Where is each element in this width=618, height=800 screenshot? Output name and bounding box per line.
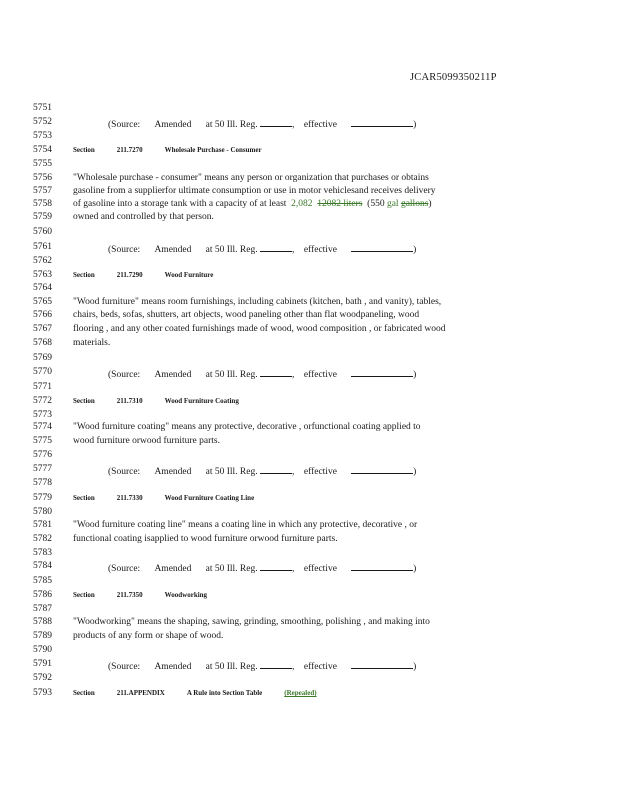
line-number: 5787 [33, 604, 52, 614]
source-note: (Source: Amended at 50 Ill. Reg. , effective ) [108, 561, 416, 575]
definition-line: "Wood furniture" means room furnishings, including cabinets (kitchen, bath , and vanity), tables, [73, 297, 442, 307]
source-note: (Source: Amended at 50 Ill. Reg. , effective ) [108, 117, 416, 131]
definition-line: flooring , and any other coated furnishings made of wood, wood composition , or fabricated wood [73, 324, 446, 334]
line-number: 5773 [33, 410, 52, 420]
section-heading: Section 211.7330 Wood Furniture Coating Line [73, 494, 255, 502]
line-number: 5788 [33, 617, 52, 627]
line-number: 5781 [33, 520, 52, 530]
line-number: 5766 [33, 310, 52, 320]
line-number: 5761 [33, 242, 52, 252]
line-number: 5758 [33, 199, 52, 209]
section-heading: Section 211.7270 Wholesale Purchase - Consumer [73, 146, 262, 154]
line-number: 5759 [33, 212, 52, 222]
line-number: 5768 [33, 338, 52, 348]
line-number: 5753 [33, 131, 52, 141]
definition-line: functional coating isapplied to wood furniture orwood furniture parts. [73, 534, 338, 544]
definition-line: "Wood furniture coating" means any protective, decorative , orfunctional coating applied to [73, 422, 421, 432]
source-note: (Source: Amended at 50 Ill. Reg. , effective ) [108, 367, 416, 381]
line-number: 5782 [33, 534, 52, 544]
definition-line: of gasoline into a storage tank with a capacity of at least 2,082 12082 liters (550 gal gallons) [73, 199, 432, 209]
line-number: 5792 [33, 673, 52, 683]
line-number: 5778 [33, 478, 52, 488]
definition-line: materials. [73, 338, 111, 348]
line-number: 5755 [33, 159, 52, 169]
definition-line: "Woodworking" means the shaping, sawing, grinding, smoothing, polishing , and making into [73, 617, 430, 627]
source-note: (Source: Amended at 50 Ill. Reg. , effective ) [108, 242, 416, 256]
inserted-text: gal [386, 199, 399, 209]
line-number: 5771 [33, 382, 52, 392]
definition-line: gasoline from a supplierfor ultimate consumption or use in motor vehiclesand receives delivery [73, 186, 436, 196]
line-number: 5763 [33, 270, 52, 280]
definition-line: "Wholesale purchase - consumer" means any person or organization that purchases or obtains [73, 173, 429, 183]
line-number: 5772 [33, 396, 52, 406]
line-number: 5769 [33, 353, 52, 363]
deleted-text: 12082 liters [317, 199, 363, 209]
document-id: JCAR5099350211P [410, 72, 497, 83]
repealed-label: (Repealed) [284, 689, 317, 697]
section-heading: Section 211.7310 Wood Furniture Coating [73, 397, 239, 405]
line-number: 5752 [33, 117, 52, 127]
line-number: 5754 [33, 145, 52, 155]
definition-line: wood furniture orwood furniture parts. [73, 436, 220, 446]
line-number: 5780 [33, 507, 52, 517]
line-number: 5764 [33, 283, 52, 293]
line-number: 5785 [33, 576, 52, 586]
line-number: 5790 [33, 645, 52, 655]
deleted-text: gallons [400, 199, 429, 209]
line-number: 5789 [33, 631, 52, 641]
definition-line: products of any form or shape of wood. [73, 631, 224, 641]
line-number: 5760 [33, 227, 52, 237]
line-number: 5777 [33, 464, 52, 474]
line-number: 5774 [33, 422, 52, 432]
line-number: 5762 [33, 256, 52, 266]
line-number: 5751 [33, 103, 52, 113]
definition-line: chairs, beds, sofas, shutters, art objects, wood paneling other than flat woodpaneling, wood [73, 310, 420, 320]
section-heading: Section 211.7290 Wood Furniture [73, 271, 214, 279]
source-note: (Source: Amended at 50 Ill. Reg. , effective ) [108, 464, 416, 478]
section-heading: Section 211.7350 Woodworking [73, 591, 208, 599]
line-number: 5765 [33, 297, 52, 307]
line-number: 5783 [33, 548, 52, 558]
line-number: 5793 [33, 688, 52, 698]
line-number: 5779 [33, 493, 52, 503]
line-number: 5775 [33, 436, 52, 446]
line-number: 5776 [33, 450, 52, 460]
line-number: 5786 [33, 590, 52, 600]
line-number: 5756 [33, 173, 52, 183]
definition-line: "Wood furniture coating line" means a coating line in which any protective, decorative , or [73, 520, 418, 530]
line-number: 5784 [33, 561, 52, 571]
line-number: 5770 [33, 367, 52, 377]
line-number: 5791 [33, 659, 52, 669]
line-number: 5767 [33, 324, 52, 334]
definition-line: owned and controlled by that person. [73, 212, 214, 222]
line-number: 5757 [33, 186, 52, 196]
inserted-text: 2,082 [291, 199, 313, 209]
section-heading: Section 211.APPENDIX A Rule into Section Table (Repealed) [73, 689, 317, 697]
source-note: (Source: Amended at 50 Ill. Reg. , effective ) [108, 659, 416, 673]
